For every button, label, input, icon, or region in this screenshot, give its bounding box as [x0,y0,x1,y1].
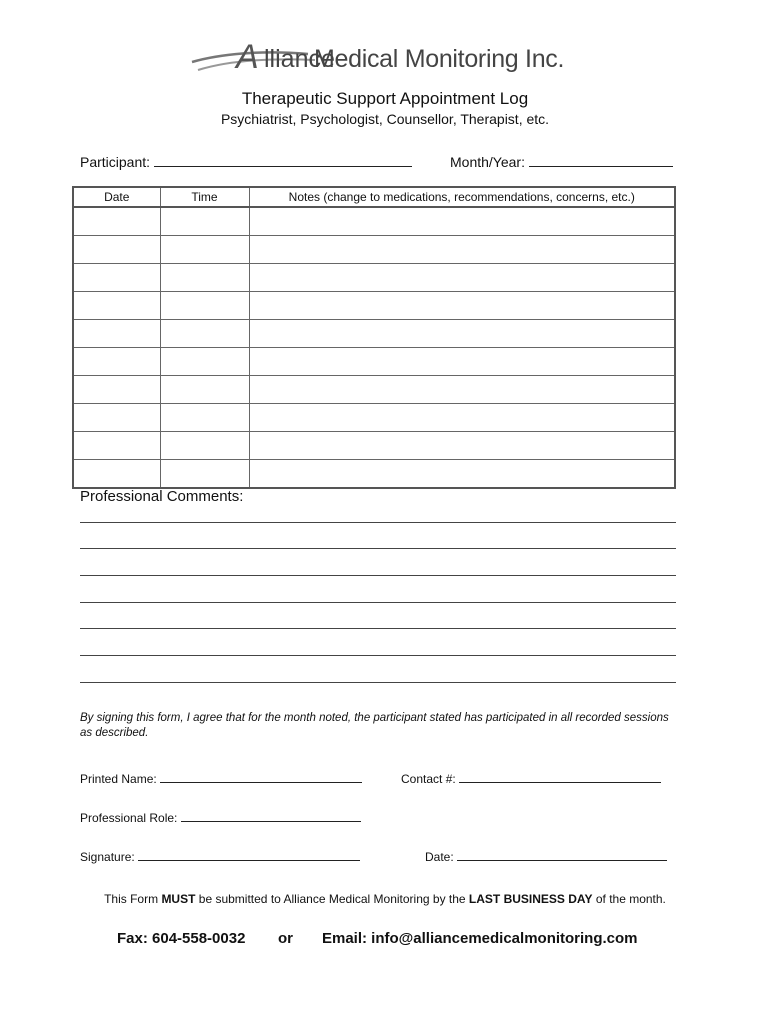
logo-rest: lliance [264,45,335,73]
participant-label: Participant: [80,154,151,170]
page-title: Therapeutic Support Appointment Log [241,89,529,108]
table-row [73,376,675,404]
page-subtitle: Psychiatrist, Psychologist, Counsellor, Therapist, etc. [220,111,550,127]
submission-notice [0,892,770,906]
date-cell[interactable] [73,404,160,432]
signature-label: Signature: [80,850,135,864]
appointment-log-table [72,186,676,489]
table-header-row [73,187,675,207]
date-cell[interactable] [73,320,160,348]
table-row [73,264,675,292]
notes-cell[interactable] [249,376,675,404]
notice-part1: This Form [104,892,162,906]
table-row [73,460,675,489]
time-cell[interactable] [160,264,249,292]
month-year-field[interactable] [450,154,673,170]
notes-cell[interactable] [249,320,675,348]
notes-cell[interactable] [249,460,675,489]
date-cell[interactable] [73,432,160,460]
date-label: Date: [425,850,454,864]
month-year-input-line[interactable] [529,154,673,167]
notes-cell[interactable] [249,348,675,376]
date-cell[interactable] [73,376,160,404]
comment-line[interactable] [80,682,676,683]
professional-role-input-line[interactable] [181,809,361,822]
time-cell[interactable] [160,460,249,489]
table-row [73,348,675,376]
notes-cell[interactable] [249,404,675,432]
comment-line[interactable] [80,602,676,603]
comment-line[interactable] [80,628,676,629]
notice-must: MUST [161,892,196,906]
contact-input-line[interactable] [459,770,661,783]
table-row [73,292,675,320]
date-cell[interactable] [73,207,160,236]
date-cell[interactable] [73,460,160,489]
notes-cell[interactable] [249,207,675,236]
comments-label: Professional Comments: [80,488,244,505]
table-row [73,236,675,264]
header-time: Time [160,187,249,207]
professional-role-field[interactable] [80,809,361,825]
time-cell[interactable] [160,236,249,264]
month-year-label: Month/Year: [450,154,525,170]
contact-label: Contact #: [401,772,456,786]
notes-cell[interactable] [249,236,675,264]
logo-text: Medical Monitoring Inc. [314,45,565,73]
participant-input-line[interactable] [154,154,412,167]
header-date: Date [73,187,160,207]
company-logo [190,40,590,80]
comment-line[interactable] [80,655,676,656]
table-row [73,404,675,432]
signature-field[interactable] [80,848,360,864]
table-row [73,320,675,348]
notice-part3: of the month. [592,892,666,906]
time-cell[interactable] [160,404,249,432]
consent-statement: By signing this form, I agree that for the month noted, the participant stated has participated in all recorded sessions as described. [80,712,669,739]
printed-name-input-line[interactable] [160,770,362,783]
notes-cell[interactable] [249,292,675,320]
time-cell[interactable] [160,348,249,376]
time-cell[interactable] [160,292,249,320]
header-notes: Notes (change to medications, recommendations, concerns, etc.) [249,187,675,207]
date-input-line[interactable] [457,848,667,861]
date-cell[interactable] [73,292,160,320]
comment-line[interactable] [80,548,676,549]
time-cell[interactable] [160,432,249,460]
printed-name-field[interactable] [80,770,362,786]
time-cell[interactable] [160,320,249,348]
contact-field[interactable] [401,770,661,786]
professional-role-label: Professional Role: [80,811,178,825]
date-cell[interactable] [73,236,160,264]
participant-field[interactable] [80,154,412,170]
notes-cell[interactable] [249,264,675,292]
comment-line[interactable] [80,522,676,523]
logo-initial: A [236,38,259,76]
notice-deadline: LAST BUSINESS DAY [468,892,593,906]
date-field[interactable] [425,848,667,864]
comment-line[interactable] [80,575,676,576]
table-row [73,432,675,460]
fax-number: Fax: 604-558-0032 [117,930,246,947]
printed-name-label: Printed Name: [80,772,157,786]
time-cell[interactable] [160,376,249,404]
notice-part2: be submitted to Alliance Medical Monitoring by the [195,892,469,906]
email-address[interactable]: Email: info@alliancemedicalmonitoring.com [322,930,638,947]
date-cell[interactable] [73,264,160,292]
table-row [73,207,675,236]
or-separator: or [278,930,293,947]
signature-input-line[interactable] [138,848,360,861]
date-cell[interactable] [73,348,160,376]
time-cell[interactable] [160,207,249,236]
notes-cell[interactable] [249,432,675,460]
